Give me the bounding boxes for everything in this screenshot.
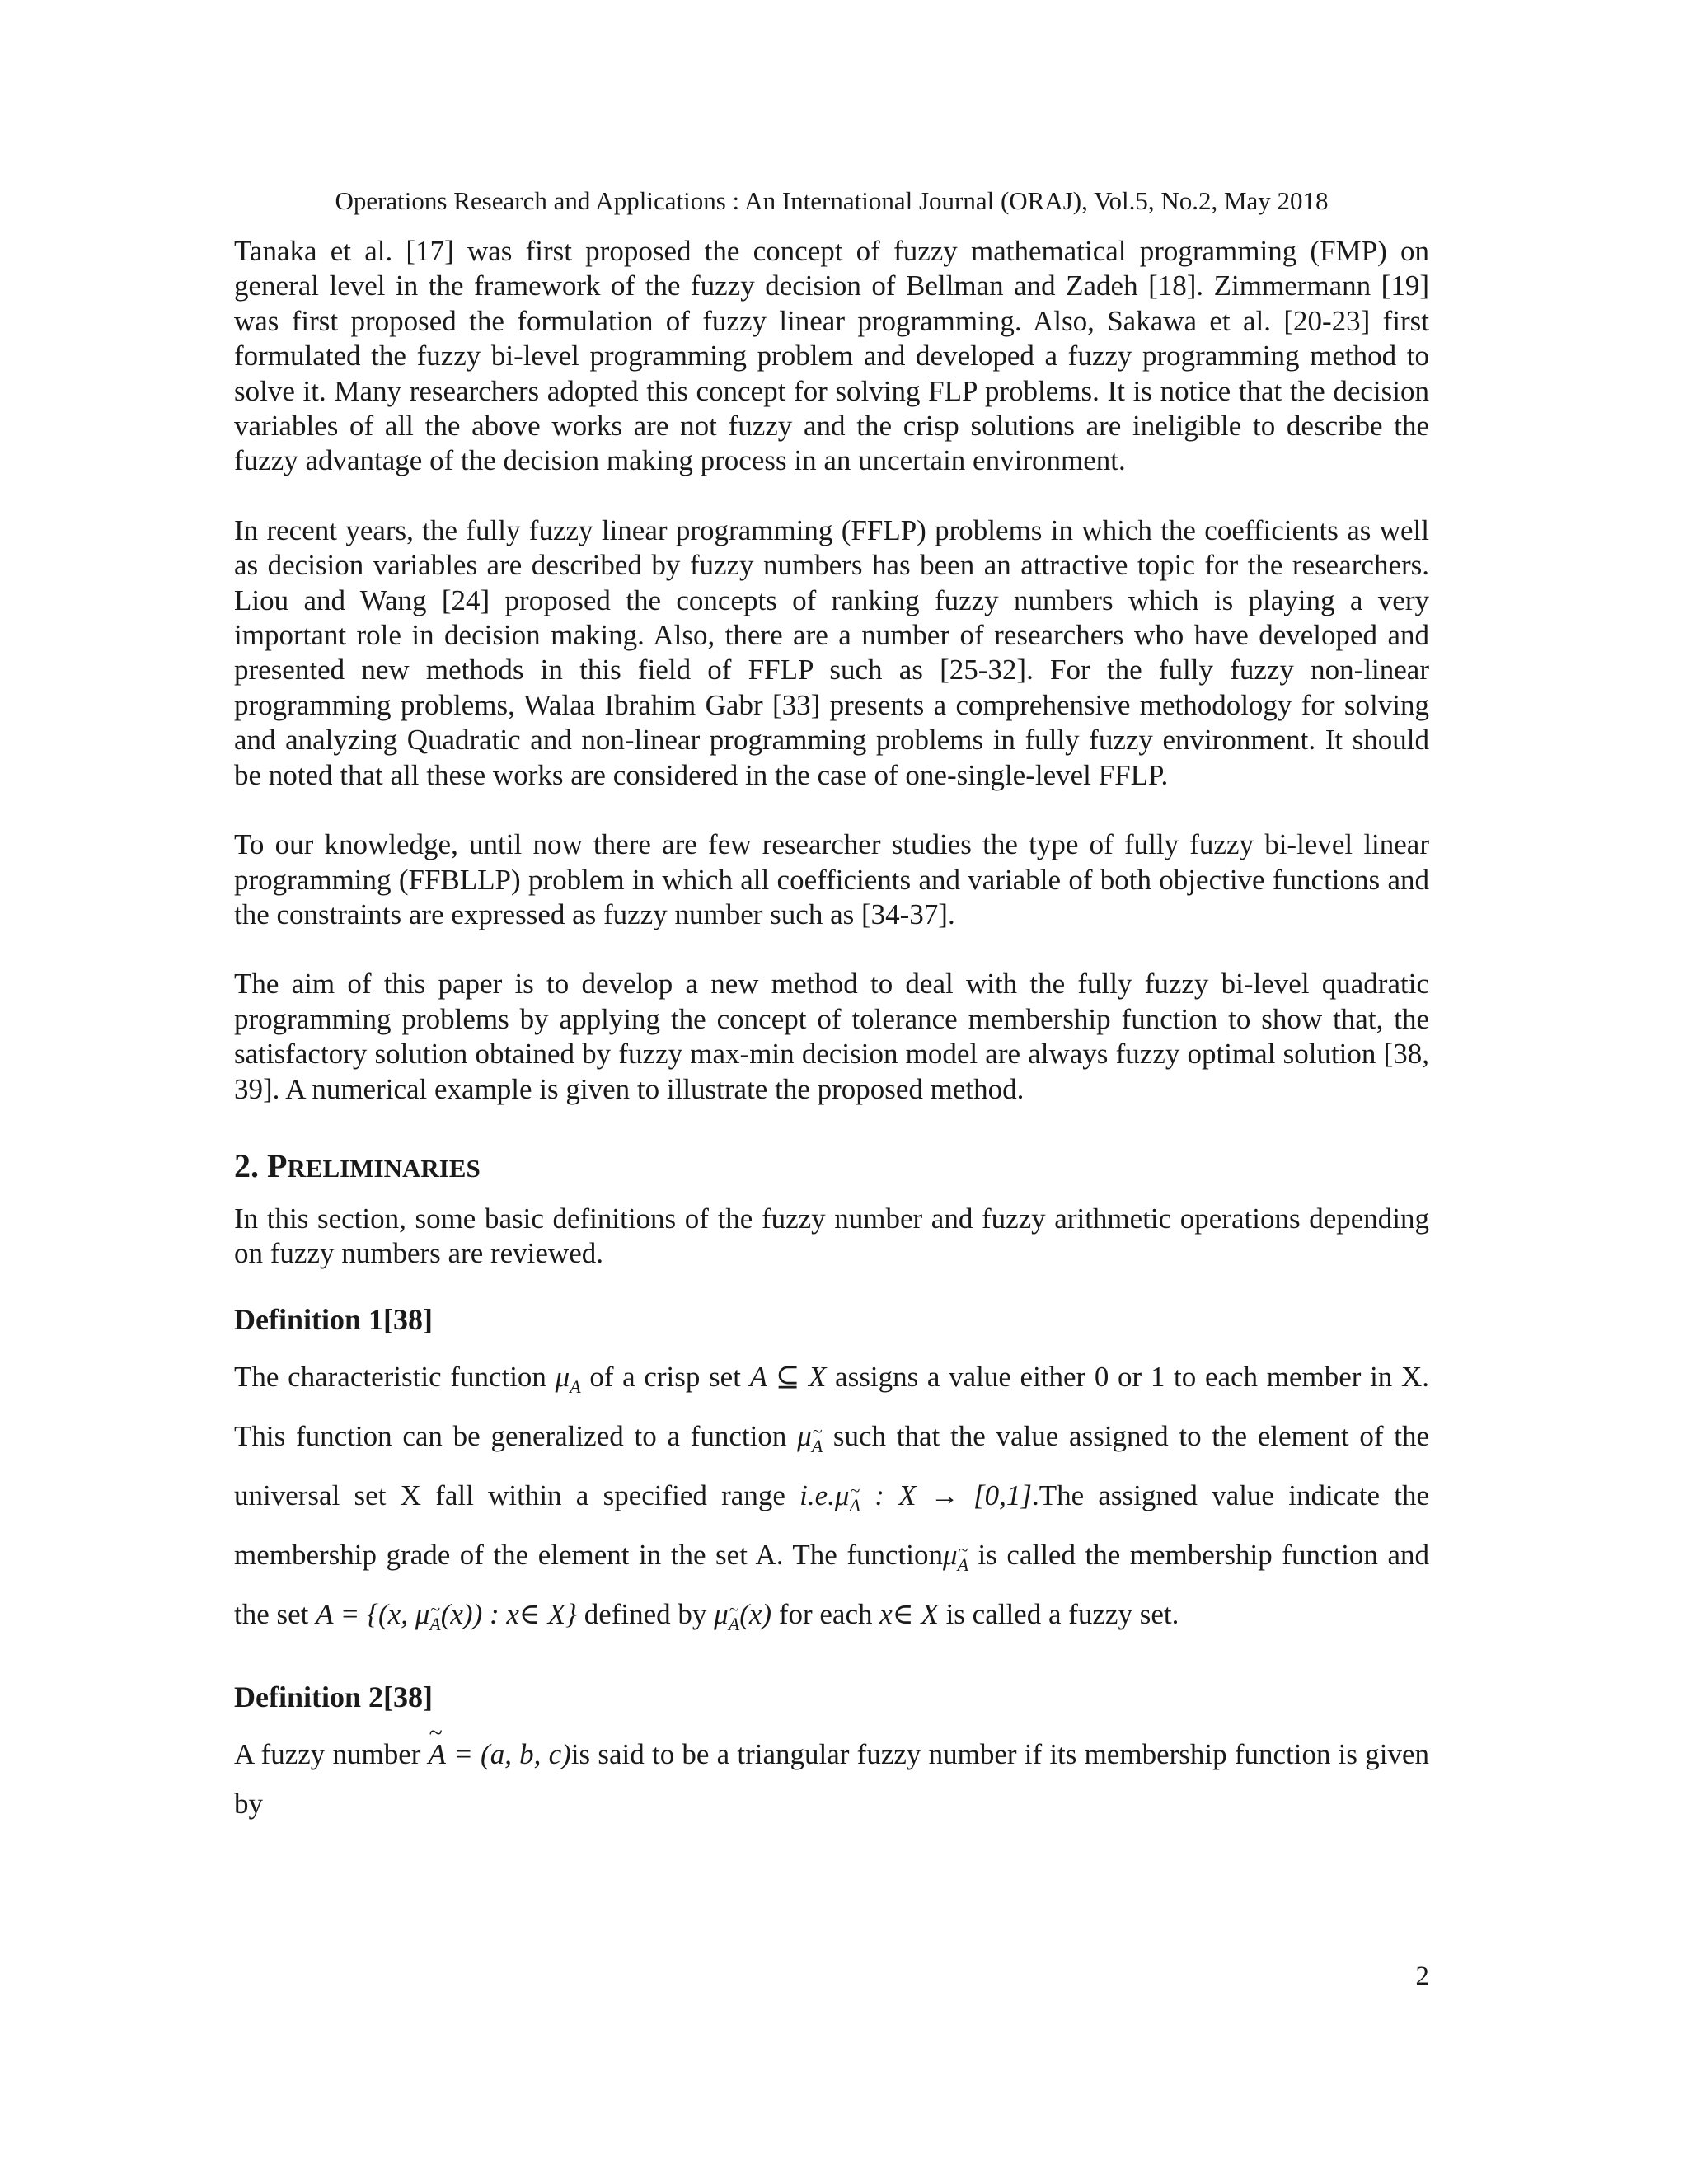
- a-tilde-symbol: ~ A: [429, 1730, 446, 1779]
- of-x-text: (x): [739, 1597, 772, 1630]
- def1-text-2: of a crisp set: [580, 1360, 750, 1393]
- tuple-text: = (a, b, c): [446, 1737, 571, 1770]
- ie-text: i.e.: [799, 1479, 835, 1511]
- def1-text-7: defined by: [576, 1597, 715, 1630]
- mu-subscript: A: [570, 1376, 581, 1397]
- mu-a-symbol: [555, 1360, 581, 1397]
- mu-glyph: μ: [943, 1538, 958, 1571]
- def1-text-6: is called the membership function and the set: [234, 1538, 1429, 1630]
- mu-glyph: μ: [555, 1360, 570, 1393]
- paragraph-fmp-background: Tanaka et al. [17] was first proposed the concept of fuzzy mathematical programming (FMP) on general level in the framework of the fuzzy decision of Bellman and Zadeh [18]. Zimmermann [19] was first proposed the formulation of fuzzy linear programming. Also, Sakawa et al. [20-23] first formulated the fuzzy bi-level programming problem and developed a fuzzy programming method to solve it. Many researchers adopted this concept for solving FLP problems. It is notice that the decision variables of all the above works are not fuzzy and the crisp solutions are ineligible to describe the fuzzy advantage of the decision making process in an uncertain environment.: [234, 235, 1429, 477]
- def1-text-8: for each: [771, 1597, 880, 1630]
- section-number: 2. P: [234, 1146, 288, 1184]
- mu-subscript-tilde: ~ A: [958, 1540, 968, 1590]
- mu-glyph: μ: [797, 1419, 812, 1452]
- def1-text-1: The characteristic function: [234, 1360, 556, 1393]
- mu-subscript-tilde: ~ A: [429, 1600, 440, 1649]
- paragraph-ffbllp-review: To our knowledge, until now there are few researcher studies the type of fully fuzzy bi-level linear programming (FFBLLP) problem in which all coefficients and variable of both objective functions and the constraints are expressed as fuzzy number such as [34-37].: [234, 828, 1429, 930]
- page-number: 2: [1415, 1961, 1429, 1991]
- definition-2-heading: Definition 2[38]: [234, 1680, 433, 1713]
- page: [234, 0, 1429, 2184]
- definition-2-text: [234, 1730, 1429, 1829]
- mu-subscript-tilde: ~ A: [849, 1481, 860, 1530]
- mu-glyph: μ: [415, 1597, 430, 1630]
- paragraph-fflp-review: In recent years, the fully fuzzy linear programming (FFLP) problems in which the coefficients as well as decision variables are described by fuzzy numbers has been an attractive topic for the researchers. Liou and Wang [24] proposed the concepts of ranking fuzzy numbers which is playing a very important role in decision making. Also, there are a number of researchers who have developed and presented new methods in this field of FFLP such as [25-32]. For the fully fuzzy non-linear programming problems, Walaa Ibrahim Gabr [33] presents a comprehensive methodology for solving and analyzing Quadratic and non-linear programming problems in fully fuzzy environment. It should be noted that all these works are considered in the case of one-single-level FFLP.: [234, 513, 1429, 791]
- running-header: Operations Research and Applications : An International Journal (ORAJ), Vol.5, No.2, May 2018: [335, 186, 1329, 215]
- mu-subscript-tilde: ~ A: [729, 1600, 739, 1649]
- definition-1-heading: Definition 1[38]: [234, 1302, 433, 1336]
- mu-glyph: μ: [834, 1479, 850, 1511]
- section-heading-preliminaries: [234, 1145, 1429, 1190]
- def2-text-1: A fuzzy number: [234, 1737, 429, 1770]
- definition-1-text: [234, 1352, 1429, 1649]
- section-title-rest: RELIMINARIES: [287, 1153, 481, 1183]
- range-text: : X → [0,1]: [860, 1479, 1032, 1511]
- membership-range-expression: [799, 1479, 1032, 1516]
- crisp-subset-expression: A ⊆ X: [749, 1360, 827, 1393]
- mu-a-tilde-symbol: [797, 1419, 823, 1456]
- mu-a-tilde-symbol: [943, 1538, 969, 1575]
- set-close: (x)) : x∈ X}: [440, 1597, 577, 1630]
- set-open: A = {(x,: [316, 1597, 415, 1630]
- mu-of-x-expression: [714, 1597, 772, 1634]
- def1-text-4: such that the value assigned to the element of the universal set X fall within a specified range: [234, 1419, 1429, 1511]
- fuzzy-set-expression: [316, 1597, 577, 1634]
- mu-subscript-tilde: ~ A: [812, 1422, 823, 1471]
- paragraph-section-intro: In this section, some basic definitions of the fuzzy number and fuzzy arithmetic operations depending on fuzzy numbers are reviewed.: [234, 1202, 1429, 1270]
- x-in-x-expression: x∈ X: [879, 1597, 939, 1630]
- body-text: [234, 234, 1429, 1829]
- def1-text-9: is called a fuzzy set.: [938, 1597, 1179, 1630]
- mu-glyph: μ: [714, 1597, 729, 1630]
- triangular-fuzzy-number-expression: [429, 1738, 571, 1770]
- paragraph-paper-aim: The aim of this paper is to develop a new method to deal with the fully fuzzy bi-level quadratic programming problems by applying the concept of tolerance membership function to show that, the satisfactory solution obtained by fuzzy max-min decision model are always fuzzy optimal solution [38, 39]. A numerical example is given to illustrate the proposed method.: [234, 968, 1429, 1105]
- def1-text-5: .The assigned value indicate the membership grade of the element in the set A. The function: [234, 1479, 1429, 1571]
- def2-text-2: is said to be a triangular fuzzy number if its membership function is given by: [234, 1737, 1429, 1820]
- def1-text-3: assigns a value either 0 or 1 to each member in X. This function can be generalized to a function: [234, 1360, 1429, 1452]
